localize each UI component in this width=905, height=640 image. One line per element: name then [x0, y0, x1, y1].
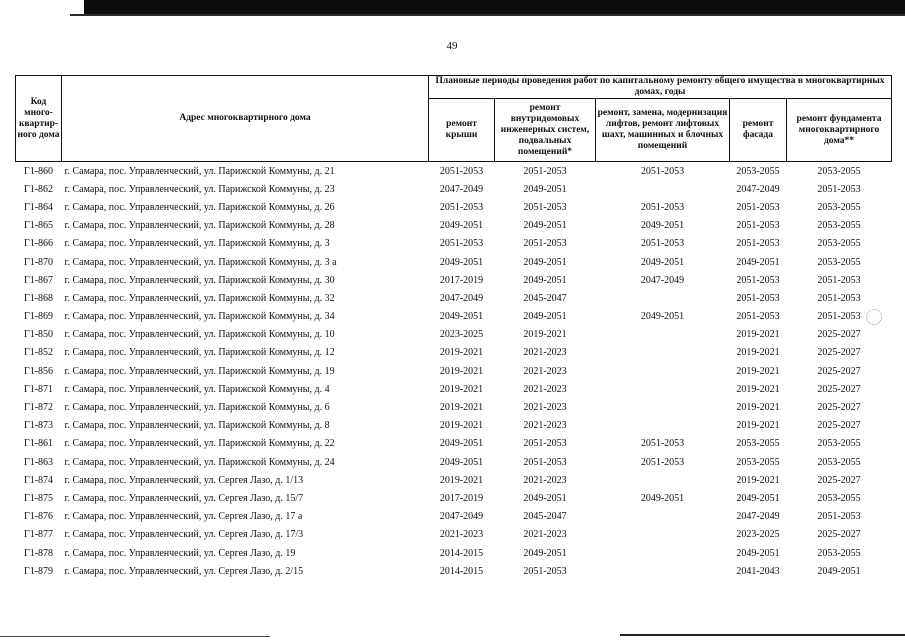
cell-roof: 2049-2051 — [439, 311, 484, 323]
cell-elevators: 2049-2051 — [640, 220, 685, 232]
cell-internal-systems: 2049-2051 — [523, 183, 567, 195]
cell-elevators: 2051-2053 — [640, 438, 685, 450]
table-row — [16, 235, 892, 253]
cell-facade: 2051-2053 — [736, 274, 780, 286]
table-row — [16, 326, 892, 344]
cell-facade: 2053-2055 — [736, 438, 780, 450]
cell-elevators: 2051-2053 — [640, 201, 685, 213]
cell-facade: 2019-2021 — [736, 365, 780, 377]
cell-facade: 2049-2051 — [736, 256, 780, 268]
cell-address: г. Самара, пос. Управленческий, ул. Парижской Коммуны, д. 32 — [64, 292, 335, 304]
cell-roof: 2019-2021 — [439, 402, 484, 414]
cell-code: Г1-852 — [23, 347, 54, 359]
cell-elevators — [596, 398, 730, 416]
cell-roof: 2019-2021 — [439, 347, 484, 359]
cell-internal-systems: 2021-2023 — [523, 383, 567, 395]
cell-code: Г1-879 — [23, 565, 54, 577]
cell-internal-systems: 2049-2051 — [523, 492, 567, 504]
cell-foundation: 2051-2053 — [817, 311, 861, 323]
cell-foundation: 2053-2055 — [817, 492, 861, 504]
cell-foundation: 2051-2053 — [817, 274, 861, 286]
cell-roof: 2051-2053 — [439, 238, 484, 250]
cell-foundation: 2053-2055 — [817, 438, 861, 450]
cell-internal-systems: 2019-2021 — [523, 329, 567, 341]
cell-internal-systems: 2021-2023 — [523, 402, 567, 414]
cell-roof: 2023-2025 — [439, 329, 484, 341]
scan-bottom-edge-right — [620, 634, 905, 636]
table-row — [16, 308, 892, 326]
cell-foundation: 2025-2027 — [817, 420, 861, 432]
cell-foundation: 2053-2055 — [817, 220, 861, 232]
cell-internal-systems: 2049-2051 — [523, 274, 567, 286]
cell-code: Г1-865 — [23, 220, 54, 232]
cell-code: Г1-877 — [23, 529, 54, 541]
cell-facade: 2019-2021 — [736, 420, 780, 432]
page-number: 49 — [446, 40, 458, 52]
table-row — [16, 344, 892, 362]
table-row — [16, 489, 892, 507]
cell-elevators — [596, 289, 730, 307]
table-row — [16, 162, 892, 181]
cell-code: Г1-870 — [23, 256, 54, 268]
cell-internal-systems: 2021-2023 — [523, 474, 567, 486]
scan-bottom-edge-left — [0, 636, 270, 637]
cell-foundation: 2051-2053 — [817, 511, 861, 523]
cell-address: г. Самара, пос. Управленческий, ул. Парижской Коммуны, д. 28 — [64, 220, 335, 232]
cell-elevators — [596, 344, 730, 362]
cell-address: г. Самара, пос. Управленческий, ул. Сергея Лазо, д. 17/3 — [64, 529, 304, 541]
header-repair-periods: Плановые периоды проведения работ по капитальному ремонту общего имущества в многоквартирных домах, годы — [429, 76, 892, 99]
cell-code: Г1-871 — [23, 383, 54, 395]
cell-facade: 2019-2021 — [736, 474, 780, 486]
cell-code: Г1-868 — [23, 292, 54, 304]
cell-internal-systems: 2051-2053 — [523, 456, 567, 468]
cell-code: Г1-872 — [23, 402, 54, 414]
cell-foundation: 2025-2027 — [817, 329, 861, 341]
table-row — [16, 544, 892, 562]
header-roof: ремонт крыши — [429, 99, 495, 162]
header-code: Код много-квартир-ного дома — [16, 76, 62, 162]
cell-foundation: 2053-2055 — [787, 162, 892, 181]
cell-facade: 2019-2021 — [736, 329, 780, 341]
table-row — [16, 253, 892, 271]
cell-code: Г1-874 — [23, 474, 54, 486]
cell-elevators: 2051-2053 — [640, 456, 685, 468]
cell-foundation: 2053-2055 — [817, 238, 861, 250]
table-body — [16, 162, 892, 581]
cell-foundation: 2053-2055 — [817, 256, 861, 268]
cell-facade: 2019-2021 — [736, 383, 780, 395]
table-row — [16, 508, 892, 526]
cell-foundation: 2051-2053 — [817, 183, 861, 195]
repair-schedule-table — [15, 75, 892, 580]
cell-code: Г1-863 — [23, 456, 54, 468]
cell-address: г. Самара, пос. Управленческий, ул. Сергея Лазо, д. 1/13 — [64, 474, 304, 486]
cell-address: г. Самара, пос. Управленческий, ул. Парижской Коммуны, д. 3 — [64, 238, 330, 250]
table-row — [16, 562, 892, 580]
cell-foundation: 2025-2027 — [817, 529, 861, 541]
cell-code: Г1-866 — [23, 238, 54, 250]
cell-roof: 2047-2049 — [439, 292, 484, 304]
cell-internal-systems: 2051-2053 — [523, 438, 567, 450]
cell-code: Г1-856 — [23, 365, 54, 377]
cell-facade: 2051-2053 — [736, 311, 780, 323]
header-foundation: ремонт фундамента многоквартирного дома** — [787, 99, 892, 162]
cell-foundation: 2051-2053 — [817, 292, 861, 304]
cell-internal-systems: 2049-2051 — [523, 256, 567, 268]
cell-address: г. Самара, пос. Управленческий, ул. Парижской Коммуны, д. 12 — [64, 347, 335, 359]
cell-roof: 2017-2019 — [439, 492, 484, 504]
cell-elevators — [596, 362, 730, 380]
table-row — [16, 526, 892, 544]
header-address: Адрес многоквартирного дома — [62, 76, 429, 162]
cell-roof: 2017-2019 — [439, 274, 484, 286]
cell-code: Г1-850 — [23, 329, 54, 341]
cell-elevators — [596, 544, 730, 562]
cell-roof: 2019-2021 — [439, 383, 484, 395]
cell-elevators — [596, 417, 730, 435]
cell-address: г. Самара, пос. Управленческий, ул. Парижской Коммуны, д. 6 — [64, 402, 330, 414]
cell-address: г. Самара, пос. Управленческий, ул. Парижской Коммуны, д. 34 — [64, 311, 335, 323]
cell-address: г. Самара, пос. Управленческий, ул. Парижской Коммуны, д. 4 — [64, 383, 330, 395]
cell-facade: 2023-2025 — [736, 529, 780, 541]
cell-code: Г1-875 — [23, 492, 54, 504]
stamp-mark — [866, 309, 882, 325]
table-row — [16, 289, 892, 307]
header-elevators: ремонт, замена, модернизация лифтов, ремонт лифтовых шахт, машинных и блочных помещений — [596, 99, 730, 162]
cell-roof: 2051-2053 — [429, 162, 495, 181]
table-row — [16, 380, 892, 398]
cell-roof: 2014-2015 — [439, 565, 484, 577]
cell-foundation: 2025-2027 — [817, 474, 861, 486]
cell-facade: 2041-2043 — [736, 565, 780, 577]
cell-address: г. Самара, пос. Управленческий, ул. Парижской Коммуны, д. 21 — [62, 162, 429, 181]
cell-foundation: 2049-2051 — [817, 565, 861, 577]
cell-roof: 2047-2049 — [439, 511, 484, 523]
cell-roof: 2014-2015 — [439, 547, 484, 559]
cell-elevators: 2049-2051 — [640, 256, 685, 268]
cell-facade: 2051-2053 — [736, 201, 780, 213]
cell-code: Г1-860 — [16, 162, 62, 181]
cell-elevators: 2049-2051 — [640, 492, 685, 504]
cell-facade: 2051-2053 — [736, 292, 780, 304]
cell-internal-systems: 2045-2047 — [523, 511, 567, 523]
table-row — [16, 471, 892, 489]
cell-roof: 2049-2051 — [439, 438, 484, 450]
cell-elevators — [596, 508, 730, 526]
cell-code: Г1-869 — [23, 311, 54, 323]
scan-top-border — [84, 0, 905, 14]
cell-internal-systems: 2021-2023 — [523, 529, 567, 541]
header-facade: ремонт фасада — [730, 99, 787, 162]
cell-internal-systems: 2049-2051 — [523, 311, 567, 323]
cell-facade: 2047-2049 — [736, 183, 780, 195]
cell-roof: 2019-2021 — [439, 365, 484, 377]
cell-foundation: 2025-2027 — [817, 365, 861, 377]
cell-address: г. Самара, пос. Управленческий, ул. Парижской Коммуны, д. 24 — [64, 456, 335, 468]
cell-foundation: 2025-2027 — [817, 347, 861, 359]
cell-address: г. Самара, пос. Управленческий, ул. Сергея Лазо, д. 2/15 — [64, 565, 304, 577]
cell-code: Г1-867 — [23, 274, 54, 286]
cell-internal-systems: 2021-2023 — [523, 420, 567, 432]
cell-internal-systems: 2051-2053 — [495, 162, 596, 181]
cell-roof: 2049-2051 — [439, 456, 484, 468]
cell-internal-systems: 2049-2051 — [523, 547, 567, 559]
cell-facade: 2053-2055 — [736, 456, 780, 468]
cell-address: г. Самара, пос. Управленческий, ул. Сергея Лазо, д. 17 а — [64, 511, 303, 523]
cell-elevators: 2047-2049 — [640, 274, 685, 286]
cell-internal-systems: 2045-2047 — [523, 292, 567, 304]
cell-facade: 2019-2021 — [736, 402, 780, 414]
table-row — [16, 398, 892, 416]
cell-address: г. Самара, пос. Управленческий, ул. Парижской Коммуны, д. 23 — [64, 183, 335, 195]
cell-roof: 2021-2023 — [439, 529, 484, 541]
cell-code: Г1-878 — [23, 547, 54, 559]
table-row — [16, 271, 892, 289]
cell-foundation: 2025-2027 — [817, 402, 861, 414]
scan-top-border-line — [70, 14, 905, 16]
cell-internal-systems: 2021-2023 — [523, 347, 567, 359]
table-row — [16, 362, 892, 380]
cell-facade: 2051-2053 — [736, 238, 780, 250]
cell-address: г. Самара, пос. Управленческий, ул. Сергея Лазо, д. 19 — [64, 547, 296, 559]
cell-internal-systems: 2051-2053 — [523, 565, 567, 577]
cell-roof: 2049-2051 — [439, 220, 484, 232]
cell-internal-systems: 2051-2053 — [523, 238, 567, 250]
cell-facade: 2049-2051 — [736, 492, 780, 504]
table-row — [16, 217, 892, 235]
cell-code: Г1-876 — [23, 511, 54, 523]
cell-roof: 2019-2021 — [439, 420, 484, 432]
cell-internal-systems: 2021-2023 — [523, 365, 567, 377]
cell-elevators: 2051-2053 — [640, 238, 685, 250]
cell-code: Г1-862 — [23, 183, 54, 195]
cell-foundation: 2025-2027 — [817, 383, 861, 395]
cell-elevators — [596, 380, 730, 398]
cell-elevators — [596, 471, 730, 489]
cell-code: Г1-873 — [23, 420, 54, 432]
cell-address: г. Самара, пос. Управленческий, ул. Парижской Коммуны, д. 10 — [64, 329, 335, 341]
cell-address: г. Самара, пос. Управленческий, ул. Сергея Лазо, д. 15/7 — [64, 492, 304, 504]
cell-address: г. Самара, пос. Управленческий, ул. Парижской Коммуны, д. 22 — [64, 438, 335, 450]
cell-facade: 2053-2055 — [730, 162, 787, 181]
cell-foundation: 2053-2055 — [817, 456, 861, 468]
cell-address: г. Самара, пос. Управленческий, ул. Парижской Коммуны, д. 30 — [64, 274, 335, 286]
cell-elevators — [596, 326, 730, 344]
cell-internal-systems: 2049-2051 — [523, 220, 567, 232]
cell-elevators: 2051-2053 — [596, 162, 730, 181]
cell-elevators — [596, 180, 730, 198]
cell-foundation: 2053-2055 — [817, 547, 861, 559]
cell-roof: 2047-2049 — [439, 183, 484, 195]
table-row — [16, 435, 892, 453]
cell-roof: 2019-2021 — [439, 474, 484, 486]
table-row — [16, 198, 892, 216]
cell-internal-systems: 2051-2053 — [523, 201, 567, 213]
cell-roof: 2051-2053 — [439, 201, 484, 213]
cell-facade: 2019-2021 — [736, 347, 780, 359]
cell-address: г. Самара, пос. Управленческий, ул. Парижской Коммуны, д. 26 — [64, 201, 335, 213]
cell-elevators — [596, 526, 730, 544]
cell-facade: 2047-2049 — [736, 511, 780, 523]
cell-address: г. Самара, пос. Управленческий, ул. Парижской Коммуны, д. 8 — [64, 420, 330, 432]
cell-address: г. Самара, пос. Управленческий, ул. Парижской Коммуны, д. 3 а — [64, 256, 337, 268]
cell-code: Г1-861 — [23, 438, 54, 450]
cell-elevators: 2049-2051 — [640, 311, 685, 323]
table-row — [16, 180, 892, 198]
header-internal-systems: ремонт внутридомовых инженерных систем, подвальных помещений* — [495, 99, 596, 162]
table-row — [16, 417, 892, 435]
cell-address: г. Самара, пос. Управленческий, ул. Парижской Коммуны, д. 19 — [64, 365, 335, 377]
table-row — [16, 453, 892, 471]
cell-foundation: 2053-2055 — [817, 201, 861, 213]
cell-facade: 2049-2051 — [736, 547, 780, 559]
cell-roof: 2049-2051 — [439, 256, 484, 268]
cell-facade: 2051-2053 — [736, 220, 780, 232]
cell-code: Г1-864 — [23, 201, 54, 213]
cell-elevators — [596, 562, 730, 580]
